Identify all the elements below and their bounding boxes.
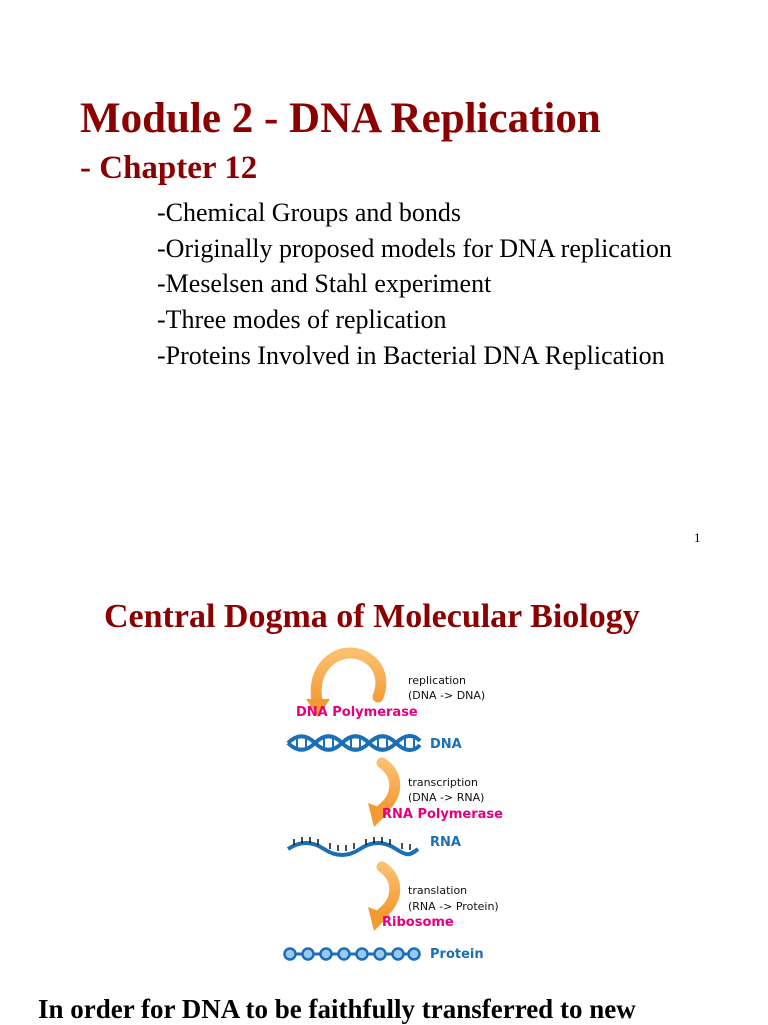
transcription-label: transcription [408,776,478,789]
rna-polymerase-label: RNA Polymerase [382,807,503,822]
topic-item: -Three modes of replication [157,305,447,335]
topic-item: -Originally proposed models for DNA replication [157,233,672,263]
central-dogma-diagram [270,645,530,965]
topic-item: -Meselsen and Stahl experiment [157,269,492,299]
rna-strand-icon [288,837,418,855]
translation-label: translation [408,884,468,897]
rna-label: RNA [430,835,461,850]
replication-label: replication [408,674,467,687]
dna-polymerase-label: DNA Polymerase [296,705,418,720]
slide-subtitle: - Chapter 12 [80,150,258,186]
protein-chain-icon [285,949,420,960]
dna-helix-icon [288,736,420,750]
page-number: 1 [694,530,701,545]
translation-detail: (RNA -> Protein) [408,900,499,913]
body-text: In order for DNA to be faithfully transferred to new [38,994,636,1024]
slide2-title: Central Dogma of Molecular Biology [104,598,640,635]
topic-item: -Proteins Involved in Bacterial DNA Replication [157,340,665,370]
transcription-detail: (DNA -> RNA) [408,791,485,804]
protein-label: Protein [430,947,484,962]
dna-label: DNA [430,737,462,752]
ribosome-label: Ribosome [382,915,454,930]
replication-detail: (DNA -> DNA) [408,689,486,702]
topic-item: -Chemical Groups and bonds [157,198,462,227]
slide-title: Module 2 - DNA Replication [80,95,601,142]
topic-list [157,195,717,374]
